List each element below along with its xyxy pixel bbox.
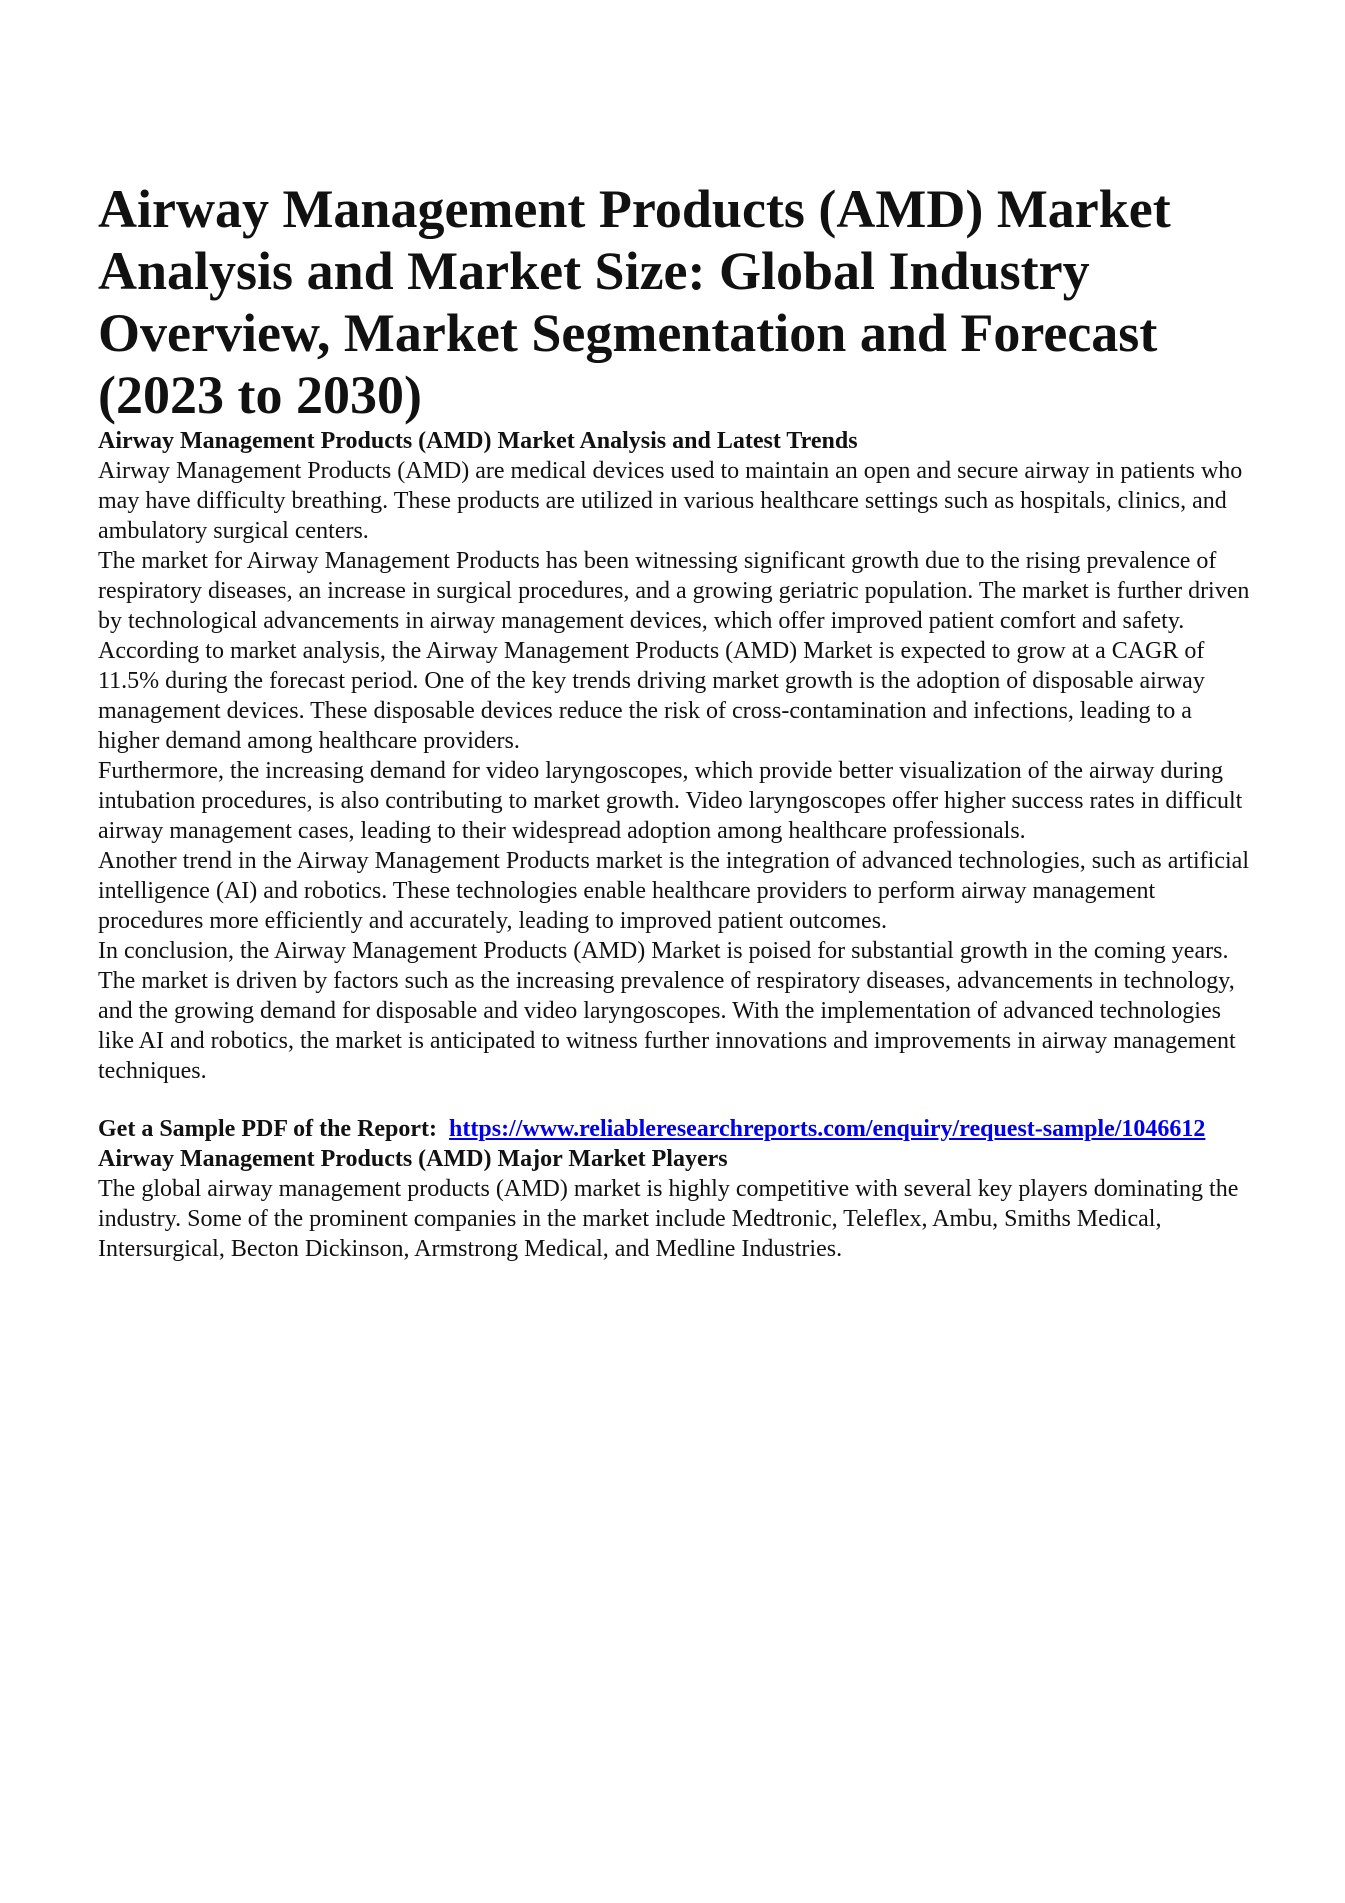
paragraph-amd-definition: Airway Management Products (AMD) are medical devices used to maintain an open and secure airway in patients who may have difficulty breathing. These products are utilized in various healthcare settings such as hospitals, clinics, and ambulatory surgical centers.: [98, 458, 1243, 544]
sample-pdf-link[interactable]: https://www.reliableresearchreports.com/enquiry/request-sample/1046612: [449, 1116, 1206, 1142]
paragraph-cagr-trends: According to market analysis, the Airway Management Products (AMD) Market is expected to grow at a CAGR of 11.5% during the forecast period. One of the key trends driving market growth is the adoption of disposable airway management devices. These disposable devices reduce the risk of cross-contamination and infections, leading to a higher demand among healthcare providers.: [98, 638, 1205, 754]
paragraph-major-players: The global airway management products (AMD) market is highly competitive with several key players dominating the industry. Some of the prominent companies in the market include Medtronic, Teleflex, Ambu, Smiths Medical, Intersurgical, Becton Dickinson, Armstrong Medical, and Medline Industries.: [98, 1176, 1239, 1262]
page-title: Airway Management Products (AMD) Market Analysis and Market Size: Global Industry Overview, Market Segmentation and Forecast (2023 to 2030): [98, 179, 1171, 425]
sample-pdf-line: [98, 1114, 1258, 1144]
sample-pdf-label: Get a Sample PDF of the Report:: [98, 1116, 438, 1142]
paragraph-conclusion: In conclusion, the Airway Management Products (AMD) Market is poised for substantial growth in the coming years. The market is driven by factors such as the increasing prevalence of respiratory diseases, advancements in technology, and the growing demand for disposable and video laryngoscopes. With the implementation of advanced technologies like AI and robotics, the market is anticipated to witness further innovations and improvements in airway management techniques.: [98, 938, 1236, 1084]
paragraph-market-growth: The market for Airway Management Products has been witnessing significant growth due to the rising prevalence of respiratory diseases, an increase in surgical procedures, and a growing geriatric population. The market is further driven by technological advancements in airway management devices, which offer improved patient comfort and safety.: [98, 548, 1250, 634]
section-heading-analysis: Airway Management Products (AMD) Market Analysis and Latest Trends: [98, 428, 858, 454]
paragraph-advanced-technologies: Another trend in the Airway Management Products market is the integration of advanced technologies, such as artificial intelligence (AI) and robotics. These technologies enable healthcare providers to perform airway management procedures more efficiently and accurately, leading to improved patient outcomes.: [98, 848, 1249, 934]
section-heading-players: Airway Management Products (AMD) Major Market Players: [98, 1146, 728, 1172]
document-page: [98, 178, 1258, 1264]
paragraph-video-laryngoscopes: Furthermore, the increasing demand for video laryngoscopes, which provide better visualization of the airway during intubation procedures, is also contributing to market growth. Video laryngoscopes offer higher success rates in difficult airway management cases, leading to their widespread adoption among healthcare professionals.: [98, 758, 1243, 844]
